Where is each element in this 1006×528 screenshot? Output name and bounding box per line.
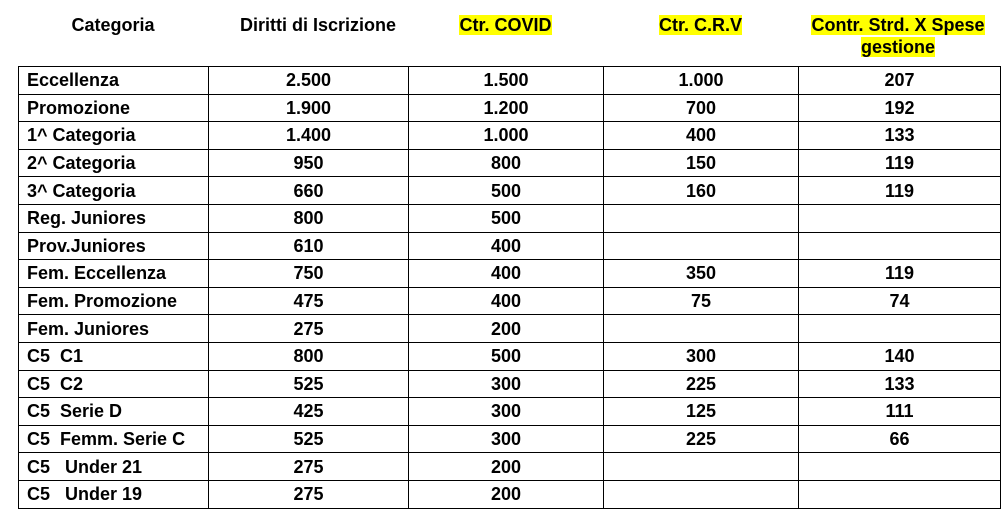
- cell-diritti: 2.500: [209, 67, 409, 95]
- cell-crv: 75: [604, 287, 799, 315]
- table-row: [19, 177, 1001, 205]
- cell-categoria: C5 C1: [19, 342, 209, 370]
- cell-diritti: 750: [209, 260, 409, 288]
- cell-covid: 200: [409, 453, 604, 481]
- header-covid-label: Ctr. COVID: [459, 15, 552, 35]
- cell-crv: 225: [604, 425, 799, 453]
- cell-crv: [604, 315, 799, 343]
- header-covid: [408, 14, 603, 36]
- cell-categoria: 1^ Categoria: [19, 122, 209, 150]
- cell-diritti: 1.400: [209, 122, 409, 150]
- cell-contr: 119: [799, 260, 1001, 288]
- cell-covid: 300: [409, 370, 604, 398]
- cell-categoria: Fem. Promozione: [19, 287, 209, 315]
- cell-covid: 500: [409, 204, 604, 232]
- cell-diritti: 610: [209, 232, 409, 260]
- cell-contr: 140: [799, 342, 1001, 370]
- cell-crv: [604, 480, 799, 508]
- cell-diritti: 275: [209, 480, 409, 508]
- cell-contr: 133: [799, 370, 1001, 398]
- header-contr: [798, 14, 998, 58]
- fee-table-body: [19, 67, 1001, 509]
- cell-crv: 350: [604, 260, 799, 288]
- cell-contr: 74: [799, 287, 1001, 315]
- cell-contr: 119: [799, 177, 1001, 205]
- cell-diritti: 275: [209, 453, 409, 481]
- cell-contr: 119: [799, 149, 1001, 177]
- cell-categoria: 3^ Categoria: [19, 177, 209, 205]
- cell-covid: 400: [409, 260, 604, 288]
- header-crv-label: Ctr. C.R.V: [658, 15, 742, 35]
- cell-crv: [604, 204, 799, 232]
- table-row: [19, 425, 1001, 453]
- cell-contr: 207: [799, 67, 1001, 95]
- cell-diritti: 660: [209, 177, 409, 205]
- table-row: [19, 398, 1001, 426]
- cell-categoria: C5 Femm. Serie C: [19, 425, 209, 453]
- table-row: [19, 67, 1001, 95]
- cell-contr: 133: [799, 122, 1001, 150]
- cell-crv: 125: [604, 398, 799, 426]
- cell-crv: 300: [604, 342, 799, 370]
- header-diritti-label: Diritti di Iscrizione: [239, 15, 397, 35]
- table-row: [19, 480, 1001, 508]
- cell-covid: 1.000: [409, 122, 604, 150]
- table-row: [19, 260, 1001, 288]
- cell-diritti: 950: [209, 149, 409, 177]
- cell-crv: 1.000: [604, 67, 799, 95]
- cell-categoria: C5 C2: [19, 370, 209, 398]
- cell-diritti: 425: [209, 398, 409, 426]
- header-diritti: [208, 14, 428, 36]
- cell-covid: 400: [409, 287, 604, 315]
- cell-categoria: Fem. Eccellenza: [19, 260, 209, 288]
- cell-categoria: Promozione: [19, 94, 209, 122]
- cell-covid: 500: [409, 177, 604, 205]
- cell-covid: 500: [409, 342, 604, 370]
- cell-contr: [799, 232, 1001, 260]
- cell-diritti: 525: [209, 425, 409, 453]
- table-row: [19, 453, 1001, 481]
- cell-crv: [604, 232, 799, 260]
- table-row: [19, 122, 1001, 150]
- cell-covid: 300: [409, 398, 604, 426]
- table-row: [19, 342, 1001, 370]
- cell-contr: [799, 315, 1001, 343]
- cell-covid: 800: [409, 149, 604, 177]
- cell-covid: 400: [409, 232, 604, 260]
- cell-crv: [604, 453, 799, 481]
- cell-crv: 225: [604, 370, 799, 398]
- table-row: [19, 204, 1001, 232]
- cell-categoria: C5 Under 21: [19, 453, 209, 481]
- cell-covid: 200: [409, 480, 604, 508]
- cell-categoria: Reg. Juniores: [19, 204, 209, 232]
- cell-categoria: Fem. Juniores: [19, 315, 209, 343]
- table-row: [19, 370, 1001, 398]
- table-row: [19, 94, 1001, 122]
- table-header: [18, 14, 1000, 64]
- cell-categoria: 2^ Categoria: [19, 149, 209, 177]
- cell-diritti: 800: [209, 342, 409, 370]
- cell-contr: [799, 204, 1001, 232]
- cell-diritti: 275: [209, 315, 409, 343]
- cell-categoria: C5 Under 19: [19, 480, 209, 508]
- cell-contr: [799, 480, 1001, 508]
- cell-diritti: 525: [209, 370, 409, 398]
- cell-covid: 1.500: [409, 67, 604, 95]
- header-categoria: [18, 14, 208, 36]
- cell-diritti: 1.900: [209, 94, 409, 122]
- cell-covid: 300: [409, 425, 604, 453]
- cell-diritti: 475: [209, 287, 409, 315]
- table-row: [19, 232, 1001, 260]
- cell-crv: 160: [604, 177, 799, 205]
- cell-contr: 192: [799, 94, 1001, 122]
- header-categoria-label: Categoria: [71, 15, 155, 35]
- cell-categoria: Prov.Juniores: [19, 232, 209, 260]
- cell-diritti: 800: [209, 204, 409, 232]
- cell-covid: 1.200: [409, 94, 604, 122]
- cell-covid: 200: [409, 315, 604, 343]
- header-crv: [603, 14, 798, 36]
- cell-contr: 111: [799, 398, 1001, 426]
- cell-categoria: C5 Serie D: [19, 398, 209, 426]
- table-row: [19, 149, 1001, 177]
- fee-table: [18, 66, 1001, 509]
- cell-contr: [799, 453, 1001, 481]
- table-row: [19, 315, 1001, 343]
- cell-categoria: Eccellenza: [19, 67, 209, 95]
- cell-crv: 150: [604, 149, 799, 177]
- cell-crv: 400: [604, 122, 799, 150]
- header-contr-label: Contr. Strd. X Spese gestione: [811, 15, 985, 57]
- cell-crv: 700: [604, 94, 799, 122]
- cell-contr: 66: [799, 425, 1001, 453]
- table-row: [19, 287, 1001, 315]
